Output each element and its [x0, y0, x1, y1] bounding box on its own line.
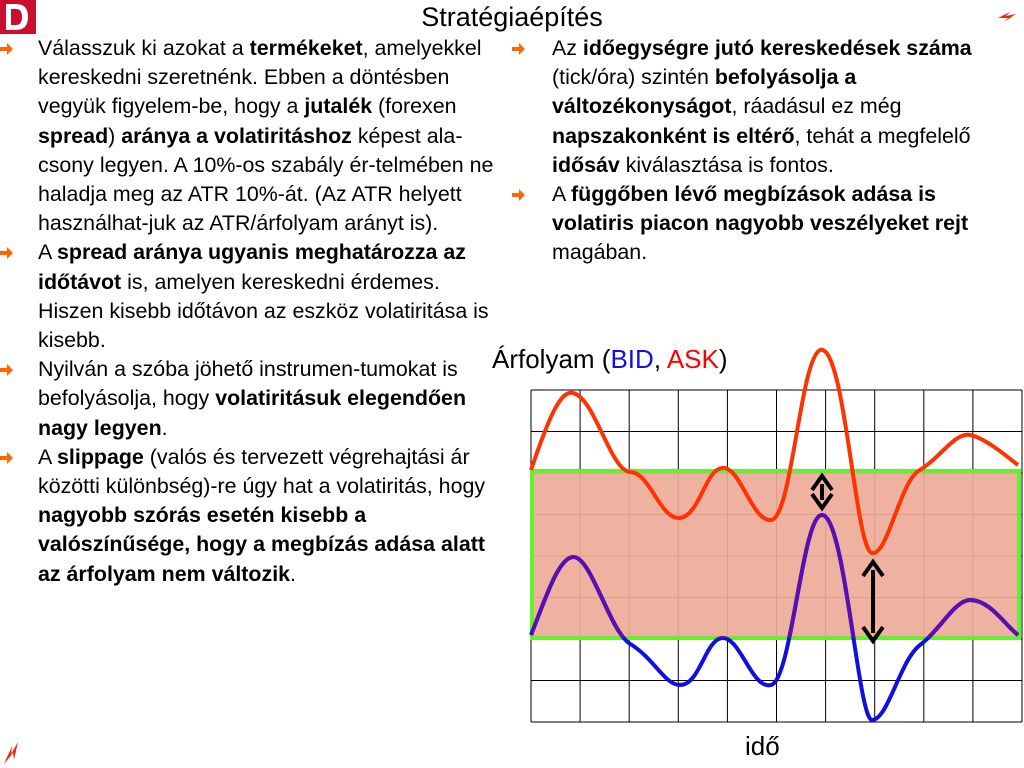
bullet-text-segment: képest ala-csony legyen. A 10%-os szabály ér-telmében ne haladja meg az ATR 10%-át. (Az ATR helyett használhat-juk az ATR/árfolyam arányt is).: [38, 123, 494, 236]
arrow-bullet-icon: [512, 42, 526, 56]
bullet-item: [38, 443, 508, 589]
bullet-text-segment: nagyobb szórás esetén kisebb a valószínűsége, hogy a megbízás adása alatt az árfolyam nem változik: [38, 503, 485, 586]
bullet-text-segment: volatiritásuk elegendően nagy legyen: [38, 386, 467, 440]
chart-title-separator: ,: [653, 344, 667, 374]
bullet-text-segment: befolyásolja a változékonyságot: [552, 65, 857, 119]
bullet-item: [552, 34, 1018, 180]
slide-title: Stratégiaépítés: [421, 2, 603, 32]
bullet-text-segment: aránya a volatiritáshoz: [121, 123, 352, 148]
left-column: [38, 34, 508, 589]
bullet-text-segment: is, amelyen kereskedni érdemes. Hiszen kisebb időtávon az eszköz volatiritása is kisebb.: [38, 269, 489, 353]
bid-label: BID: [610, 344, 654, 374]
bullet-text-segment: napszakonként is eltérő: [552, 123, 795, 148]
x-axis-label: idő: [745, 731, 780, 761]
lightning-corner-icon: [996, 6, 1018, 28]
bullet-text-segment: , amelyekkel kereskedni szeretnénk. Ebben a döntésben vegyük figyelem-be, hogy a: [38, 36, 482, 119]
bullet-text-segment: magában.: [552, 240, 648, 265]
bullet-text-segment: jutalék: [304, 94, 373, 119]
bullet-item: [38, 34, 508, 238]
bullet-text-segment: időegységre jutó kereskedések száma: [582, 36, 972, 60]
bullet-text-segment: spread aránya ugyanis meghatározza az időtávot: [38, 240, 466, 294]
bullet-text-segment: slippage: [57, 444, 144, 469]
lightning-corner-icon: [2, 740, 22, 766]
bullet-text-segment: függőben lévő megbízások adása is volatiris piacon nagyobb veszélyeket rejt: [552, 182, 969, 236]
bullet-text-segment: kiválasztása is fontos.: [619, 152, 834, 177]
bullet-text-segment: A: [38, 240, 58, 265]
bullet-text-segment: Válasszuk ki azokat a: [38, 36, 250, 60]
bullet-text-segment: ): [108, 123, 122, 148]
right-column: [552, 34, 1018, 268]
bullet-text-segment: Az: [552, 36, 583, 60]
bullet-text-segment: (valós és tervezett végrehajtási ár közötti különbség)-re úgy hat a volatiritás, hogy: [38, 444, 486, 499]
bullet-text-segment: (tick/óra) szintén: [552, 65, 715, 90]
arrow-bullet-icon: [0, 246, 14, 260]
bullet-text-segment: , ráadásul ez még: [731, 94, 902, 119]
ask-label: ASK: [666, 344, 719, 374]
bullet-item: [38, 238, 508, 355]
bullet-text-segment: Nyilván a szóba jöhető instrumen-tumokat is befolyásolja, hogy: [38, 357, 458, 411]
bullet-text-segment: .: [161, 415, 168, 440]
bullet-text-segment: , tehát a megfelelő: [794, 123, 971, 148]
arrow-bullet-icon: [0, 451, 14, 465]
bullet-text-segment: spread: [38, 123, 109, 148]
bullet-text-segment: idősáv: [552, 152, 620, 177]
bullet-item: [38, 355, 508, 443]
bullet-text-segment: .: [290, 561, 296, 586]
price-chart: [500, 346, 1024, 766]
bullet-text-segment: A: [38, 444, 58, 469]
bullet-item: [552, 180, 1018, 268]
arrow-bullet-icon: [512, 188, 526, 202]
chart-title-prefix: Árfolyam (: [492, 344, 611, 374]
bullet-text-segment: (forexen: [372, 94, 457, 119]
spread-band: [532, 471, 1019, 638]
chart-title-suffix: ): [718, 344, 728, 374]
bullet-text-segment: termékeket: [249, 36, 363, 60]
arrow-bullet-icon: [0, 363, 14, 377]
arrow-bullet-icon: [0, 42, 14, 56]
bullet-text-segment: A: [552, 182, 572, 207]
